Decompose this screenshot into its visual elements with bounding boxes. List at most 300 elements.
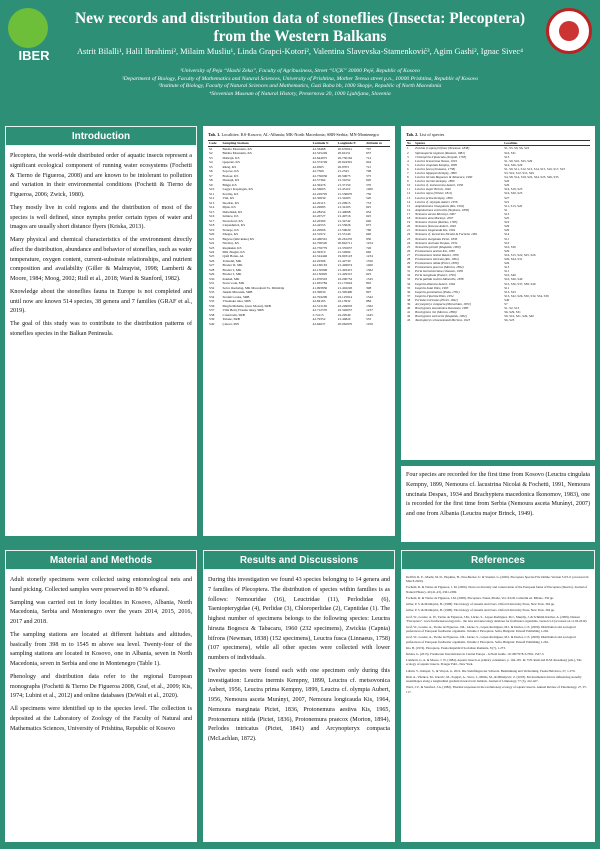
table-cell: S1 bbox=[209, 146, 213, 151]
table-cell: S29 bbox=[504, 248, 510, 253]
table-cell: S17 bbox=[209, 218, 215, 223]
table-cell: Skodrie, KS bbox=[222, 200, 240, 205]
table-cell: S18 bbox=[209, 223, 215, 228]
table-cell: Brodec I, MK bbox=[222, 267, 242, 272]
table-header-cell: Longitude E bbox=[337, 140, 365, 146]
table-cell: S16, S20, S25 bbox=[504, 191, 523, 196]
table-cell: Leuctra cf. olympia Aubert, 1956 bbox=[415, 199, 458, 204]
table-cell: S13 bbox=[504, 211, 510, 216]
table-cell: S37 bbox=[209, 308, 215, 313]
table-cell: 845 bbox=[366, 281, 372, 286]
table-cell: 42.756036 bbox=[312, 173, 328, 178]
table-cell: Tulane, SRB bbox=[222, 317, 240, 322]
table-cell: 944 bbox=[366, 160, 372, 165]
table-cell: 575 bbox=[366, 173, 372, 178]
results-continued-panel bbox=[401, 466, 595, 542]
table-cell: Istinice, KS bbox=[222, 214, 239, 219]
table-cell: S34 bbox=[209, 294, 215, 299]
table-cell: S21 bbox=[504, 199, 510, 204]
table-cell: 42.56605 bbox=[312, 187, 326, 192]
table-cell: 798 bbox=[366, 169, 372, 174]
table-cell: 42.524446 bbox=[312, 254, 328, 259]
table-cell: Nemoura flexuosa Aubert, 1949 bbox=[415, 224, 456, 229]
table-cell: S6 bbox=[209, 169, 213, 174]
table-cell: 1254 bbox=[366, 241, 373, 246]
table-cell: Nivdraj, KS bbox=[222, 241, 239, 246]
table-cell: 21.2343 bbox=[337, 169, 349, 174]
table-cell: Nemoura cinerea (Retzius, 1783) bbox=[415, 220, 458, 225]
table-cell: Isoperla grammatica (Poda, 1761) bbox=[415, 289, 460, 294]
table-cell: 24 bbox=[407, 240, 411, 245]
iber-logo-icon bbox=[8, 8, 48, 48]
table-cell: S14 bbox=[504, 232, 510, 237]
table-cell: Leuctra inermis Kempny, 1899 bbox=[415, 179, 455, 184]
table-cell: 42.57364 bbox=[312, 178, 326, 183]
table-cell: 640 bbox=[366, 249, 372, 254]
reference-item: Giller, P. S. & Malmqvist, B. (1998). The biology of streams and rivers. Oxford University Press, New York. 304 pp. bbox=[406, 602, 555, 607]
table-cell: 1350 bbox=[366, 258, 373, 263]
table-cell: 21.53140 bbox=[337, 232, 351, 237]
table-cell: 1545 bbox=[366, 276, 373, 281]
table-cell: 42.39319 bbox=[312, 249, 326, 254]
reference-item: Giller, P. S. & Malmqvist, B. (1998). The biology of streams and rivers. Oxford University Press, New York. 304 pp. bbox=[406, 608, 555, 613]
table-cell: S13, S23 bbox=[504, 289, 516, 294]
table-cell: Qeqeraë, KS bbox=[222, 160, 240, 165]
table-cell: S25 bbox=[504, 216, 510, 221]
table-cell: S19 bbox=[209, 227, 215, 232]
methods-paragraph: Phenology and distribution data refer to the regional European monographs (Fochetti & Tierno De Figueroa 2008, Graf, et al., 2009; Kis, 1974; Lubini et al., 2012) and online databases (DeWalt et al., 2020). bbox=[10, 673, 192, 700]
reference-item: Graf, W., Lorenz, A. W., Tierno de Figueroa, J.M., Lücke, S., López-Rodríguez, M.J., Murphy, J. & Schmidt-Kloiber, A. (2009). Dataset "Plecoptera". www.freshwaterecology.info - the taxa and autecology database for freshwater organisms, version 5.0 (accessed on 11.02.2019). bbox=[406, 614, 588, 623]
table-cell: Bingë, KS bbox=[222, 182, 237, 187]
table-cell: S36 bbox=[209, 303, 215, 308]
table-cell: 997 bbox=[366, 290, 372, 295]
table-cell: Stanoje, KS bbox=[222, 227, 239, 232]
reference-item: Lubini, V., Knispel, S., & Vinçon, G. 2012. Die Steinfliegen der Schweiz. Bestimmung und Verbreitung. Fauna Helvetica, 27, 1-270. bbox=[406, 668, 576, 673]
table-cell: 42.31972 bbox=[312, 232, 326, 237]
reference-item: Graf, W., Lorenz, A., Tierno de Figueroa, J.M., Lücke, S., López-Rodríguez, M.J. & Davies, C.E. (2009). Distribution and ecological preferences of European freshwater organisms. Volume 2 Plecoptera. Sofia, Bulgaria: Pensoft Publishing 1-262. bbox=[406, 635, 576, 644]
table-cell: 31 bbox=[407, 269, 411, 274]
table-cell: 42.460591 bbox=[312, 236, 328, 241]
table-cell: S11 bbox=[504, 285, 510, 290]
table-cell: 1250 bbox=[366, 321, 373, 326]
table-cell: Megfu Mehalle, (near Mosul), SRB bbox=[222, 303, 271, 308]
poster-header bbox=[0, 0, 600, 118]
table-cell: S40 bbox=[209, 321, 215, 326]
introduction-paragraph: Plecoptera, the world-wide distributed order of aquatic insects represent a significant ecological component of running water ecosystems (Fochetti & Tierno de Figueroa, 2008) and are known to be intolerant to pollution and variation in their environmental conditions (Fochetti & Tierno de Figueroa, 2006; Zwick, 1980). bbox=[10, 153, 192, 198]
table-header-cell: Altitude m bbox=[365, 140, 390, 146]
table-cell: S5 bbox=[209, 164, 213, 169]
table-cell: 1237 bbox=[366, 308, 373, 313]
table-cell: Beisha Mountain, KS bbox=[222, 146, 252, 151]
table-cell: S16, S26, S29 bbox=[504, 162, 523, 167]
table-cell: S13 bbox=[504, 265, 510, 270]
table-cell: 1234 bbox=[366, 254, 373, 259]
table-cell: 21.402226 bbox=[337, 285, 353, 290]
table-cell: 42.20906 bbox=[312, 227, 326, 232]
table-cell: S23 bbox=[209, 245, 215, 250]
table-cell: S15, S36, S37, S38, S40 bbox=[504, 281, 536, 286]
table-cell: Perlodes intricatus (Pictet, 1841) bbox=[415, 297, 458, 302]
table-cell: 20.50675 bbox=[337, 173, 351, 178]
table-cell: 20.842711 bbox=[337, 241, 353, 246]
table1-caption: Tab. 1. Localities: KS-Kosovo; AL-Albania; MK-North Macedonia; SRB-Serbia; MN-Montenegro bbox=[208, 132, 379, 137]
table-cell: 42.525249 bbox=[312, 151, 328, 156]
methods-panel bbox=[5, 570, 197, 842]
results-heading: Results and Discussions bbox=[203, 550, 395, 570]
table-cell: 22 bbox=[407, 232, 411, 237]
table-header-cell: Species bbox=[414, 140, 503, 146]
table-cell: S4, S8, S14, S19, S22, S24, S25, S26, S35 bbox=[504, 175, 559, 180]
table-cell: S38 bbox=[209, 312, 215, 317]
table-header-cell: Localities bbox=[503, 140, 590, 146]
methods-heading: Material and Methods bbox=[5, 550, 197, 570]
introduction-paragraph: The goal of this study was to contribute to the distribution patterns of stoneflies species in the Balkan Peninsula. bbox=[10, 321, 192, 337]
table-cell: S11 bbox=[504, 269, 510, 274]
table-cell: 1 bbox=[407, 146, 409, 151]
table-cell: S16, S15, S22, S25, S26 bbox=[504, 252, 536, 257]
table-cell: 1400 bbox=[366, 263, 373, 268]
table-cell: Chloroperla tripunctata (Scopoli, 1763) bbox=[415, 154, 467, 159]
table-cell: S6, S23 bbox=[504, 318, 515, 323]
table-cell: S7 bbox=[209, 173, 213, 178]
table-cell: 21.49716 bbox=[337, 214, 351, 219]
methods-paragraph: Sampling was carried out in forty localities in Kosovo, Albania, North Macedonia, Serbia and Montenegro over the years 2014, 2015, 2016, 2017 and 2018. bbox=[10, 599, 192, 625]
table-cell: S1, S9, S10, S25, S29 bbox=[504, 158, 533, 163]
poster-authors: Astrit Bilalli¹, Halil Ibrahimi², Milaim Musliu¹, Linda Grapci-Kotori², Valentina Slavevska-Stamenković³, Agim Gashi², Ignac Sivec⁴ bbox=[76, 47, 524, 56]
reference-item: Fochetti, R. & Tierno de Figueroa, J.M. (2008). Plecoptera. Fauna d'Italia, Vol. XLIII. Calderini ed. Milano. 350 pp. bbox=[406, 595, 554, 600]
table-cell: S6, S29, S31 bbox=[504, 310, 521, 315]
table-cell: 42.229795 bbox=[312, 191, 328, 196]
table-cell: 637 bbox=[366, 151, 372, 156]
introduction-heading: Introduction bbox=[5, 126, 197, 146]
table-cell: 20.261235 bbox=[337, 236, 353, 241]
table-cell: 42.712570 bbox=[312, 308, 328, 313]
table-cell: Leuctra prima Kempny, 1899 bbox=[415, 195, 453, 200]
table-cell: 7 bbox=[407, 171, 409, 176]
table-cell: 42.7569 bbox=[312, 169, 324, 174]
table-cell: 14 bbox=[407, 199, 411, 204]
table-cell: 721 bbox=[366, 164, 372, 169]
methods-paragraph: All specimens were identified up to the species level. The collection is deposited at the Laboratory of Zoology of the Faculty of Natural and Mathematics Sciences, University of Prishtina, Republic of Kosovo bbox=[10, 706, 192, 732]
table-cell: Leuctra fusca (Linnaeus, 1758) bbox=[415, 166, 456, 171]
table-cell: Brachyptera seticornis (Klapálek, 1902) bbox=[415, 314, 467, 319]
table-cell: Rëzaj, KS bbox=[222, 164, 237, 169]
table-cell: 726 bbox=[366, 245, 372, 250]
table-cell: 41.993836 bbox=[312, 285, 328, 290]
table-cell: 42.20360 bbox=[312, 218, 326, 223]
table-cell: 42.42553 bbox=[312, 223, 326, 228]
table-cell: Jankin Mucanin, SRB bbox=[222, 290, 253, 295]
table-cell: S3, S10, S12, S15, S29 bbox=[504, 171, 534, 176]
table-cell: S16, S31 bbox=[504, 150, 516, 155]
table-cell: Perla marginata (Panzer, 1799) bbox=[415, 273, 456, 278]
table-cell: Protonemura aestiva Kis, 1965 bbox=[415, 248, 455, 253]
table-cell: 17 bbox=[407, 211, 411, 216]
poster-affiliations bbox=[55, 68, 545, 98]
table-cell: Perla burmeisteriana Claassen, 1936 bbox=[415, 269, 463, 274]
table-header-cell: Sampling Stations bbox=[222, 140, 312, 146]
table-cell: S11 bbox=[504, 236, 510, 241]
table-cell: 20.64151 bbox=[337, 151, 351, 156]
table-cell: 2.74115 bbox=[312, 312, 324, 317]
table-cell: 952 bbox=[366, 209, 372, 214]
table-cell: Crnasvada, SRB bbox=[222, 312, 245, 317]
table-cell: 21.54994 bbox=[337, 249, 351, 254]
table-cell: Beisha Mountain, KS bbox=[222, 151, 252, 156]
table-cell: S26 bbox=[504, 228, 510, 233]
table-cell: 6 bbox=[407, 166, 409, 171]
table-cell: Nemurella pictetii (Klapálek, 1900) bbox=[415, 244, 461, 249]
table-cell: 4 bbox=[407, 158, 409, 163]
table-cell: 38 bbox=[407, 297, 411, 302]
table2-panel bbox=[401, 126, 595, 460]
table-cell: S16, S19, S25 bbox=[504, 187, 523, 192]
table-cell: S7 bbox=[504, 302, 508, 307]
table-cell: S20, S24, S31 bbox=[504, 256, 523, 261]
results-panel bbox=[203, 570, 395, 842]
results-paragraph: Four species are recorded for the first time from Kosovo (Leuctra cingulata Kempny, 1899, Nemoura cf. lacustrina Nicolai & Fochetti, 1991, Nemoura uncinata Despax, 1934 and Brachyptera macedonica Ikonomov, 1983), one is recorded for the first time from Serbia (Nemoura asceta Murányi, 2007) and one from Albania (Leuctra major Brinck, 1949). bbox=[406, 472, 590, 517]
table-cell: 26 bbox=[407, 248, 411, 253]
table-cell: 39 bbox=[407, 302, 411, 307]
introduction-paragraph: Many physical and chemical characteristics of the environment directly affect the distribution, abundance and behavior of stoneflies, such as water temperature, oxygen content, current-substrate relationships, and nutrient composition and availability (Giller & Malmqvist, 1998; Lamberti & Moore, 1984; Moog, 2002; Ridl et al., 2018; Ward & Stanford, 1982). bbox=[10, 237, 192, 282]
results-paragraph: During this investigation we found 43 species belonging to 14 genera and 7 families of Plecoptera. The distribution of species within families is as follows: Nemouridae (16), Leuctridae (11), Perlodidae (6), Taeniopterygidae (4), Perlidae (3), Chloroperlidae (2), Capniidae (1). The highest number of specimens belongs to the following species: Leuctra hirsuta Bogescu & Tabacaru, 1960 (232 specimens), Zwickia (Capnia) bifrons (Newman, 1838) (152 specimens), Leuctra fusca (Linnaeus, 1758) (107 specimens), while all other species were collected with lower numbers of individuals. bbox=[208, 577, 390, 661]
table-cell: Nemoura cf. lacustrina Nicolai & Fochetti, 1991 bbox=[415, 232, 478, 237]
university-seal-icon bbox=[546, 8, 592, 54]
table-cell: 42 bbox=[407, 314, 411, 319]
table-cell: Amphinemura sulcicollis (Stephens, 1836) bbox=[415, 207, 470, 212]
table-cell: 35 bbox=[407, 285, 411, 290]
table-cell: 1342 bbox=[366, 294, 373, 299]
table1 bbox=[208, 140, 390, 327]
table-cell: 21.40098 bbox=[337, 209, 351, 214]
table-cell: S27 bbox=[504, 195, 510, 200]
table-cell: S10 bbox=[209, 187, 215, 192]
table-cell: 21.37150 bbox=[337, 182, 351, 187]
table-cell: 22.29549 bbox=[337, 312, 351, 317]
table-cell: 42.84165 bbox=[312, 299, 326, 304]
table-cell: 42.20396 bbox=[312, 258, 326, 263]
table-cell: 640 bbox=[366, 218, 372, 223]
table-cell: S32 bbox=[209, 285, 215, 290]
table-cell: 640 bbox=[366, 232, 372, 237]
table-cell: 42.794299 bbox=[312, 294, 328, 299]
table-cell: 36 bbox=[407, 289, 411, 294]
table-cell: S15 bbox=[209, 209, 215, 214]
table-cell: 20.676041 bbox=[337, 146, 353, 151]
table-cell: 620 bbox=[366, 178, 372, 183]
table-cell: S3 bbox=[209, 155, 213, 160]
affiliation: ¹University of Peja “Haxhi Zeka”, Faculty of Agribusiness, Street “UÇK” 30000 Pejë, Republic of Kosovo bbox=[180, 68, 420, 74]
table-cell: 42.706520 bbox=[312, 241, 328, 246]
table-cell: 28 bbox=[407, 256, 411, 261]
table-cell: 21.20915 bbox=[337, 200, 351, 205]
table-cell: S8 bbox=[209, 178, 213, 183]
introduction-paragraph: Knowledge about the stoneflies fauna in Europe is not completed and until now are known 514 species, 38 genera and 7 families (GRAF et al., 2019). bbox=[10, 288, 192, 315]
table-cell: Zhegre, KS bbox=[222, 232, 239, 237]
table2-caption: Tab. 2. List of species bbox=[406, 132, 445, 137]
table-cell: Arcynopteryx compacta (McLachlan, 1872) bbox=[415, 302, 471, 307]
table-cell: 21 bbox=[407, 228, 411, 233]
table-cell: Sopove, KS bbox=[222, 169, 239, 174]
table-cell: S31 bbox=[209, 281, 215, 286]
reference-item: Graf, W., Lorenz, A., Tierno de Figueroa, J.M., Lücke, S., López-Rodríguez, M.J. & Davies, C.E. (2009). Distribution and ecological preferences of European freshwater organisms. Volume 2 Plecoptera. Sofia, Bulgaria: Pensoft Publishing 1-262. bbox=[406, 624, 576, 634]
table-cell: 22.200752 bbox=[337, 276, 353, 281]
table-cell: Nemoura ania Murányi, 2007 bbox=[415, 216, 454, 221]
introduction-panel bbox=[5, 146, 197, 536]
table-cell: 10 bbox=[407, 183, 411, 188]
table-cell: 21.335037 bbox=[337, 245, 353, 250]
table-cell: 730 bbox=[366, 191, 372, 196]
table-cell: 21.59029 bbox=[337, 227, 351, 232]
table-cell: Villa Betí (Vlasina lake), SRB bbox=[222, 308, 264, 313]
table-cell: 22.125914 bbox=[337, 294, 353, 299]
table-cell: S12 bbox=[209, 196, 215, 201]
table-cell: Protonemura nitida (Pictet, 1836) bbox=[415, 261, 459, 266]
table-cell: 42.644975 bbox=[312, 155, 328, 160]
table-cell: 21.172624 bbox=[337, 281, 353, 286]
table-cell: S13 bbox=[209, 200, 215, 205]
table-cell: 753 bbox=[366, 200, 372, 205]
table-cell: 2 bbox=[407, 150, 409, 155]
table-cell: Protonemura praecox (Morton, 1894) bbox=[415, 265, 464, 270]
table-cell: 22.249003 bbox=[337, 303, 353, 308]
table-cell: 12 bbox=[407, 191, 411, 196]
table-cell: Siphonoperla neglecta (Rostock, 1881) bbox=[415, 150, 465, 155]
table-cell: Nemoura longicauda Kis, 1964 bbox=[415, 228, 456, 233]
table-cell: 8 bbox=[407, 175, 409, 180]
table-cell: Mlit Zhegër, KS bbox=[222, 249, 245, 254]
table-cell: Sredetvo reke, SRB bbox=[222, 294, 250, 299]
table-cell: Nemoura asceta Murányi, 2007 bbox=[415, 211, 456, 216]
affiliation: ³Institute of Biology, Faculty of Natural Sciences and Mathematics, Gazi Baba bb, 1000 Skopje, Republic of North Macedonia bbox=[158, 83, 442, 90]
references-panel bbox=[401, 570, 595, 842]
table-cell: 42.150096 bbox=[312, 267, 328, 272]
table-cell: 19 bbox=[407, 220, 411, 225]
table-cell: 3 bbox=[407, 154, 409, 159]
table-cell: 22.13932 bbox=[337, 299, 351, 304]
table-cell: Selca Osebabej, MK Macedonii Sv. Dimitrija bbox=[222, 285, 285, 290]
table-cell: S1 bbox=[504, 207, 508, 212]
table-cell: S39 bbox=[209, 317, 215, 322]
table-cell: 42.30639 bbox=[312, 196, 326, 201]
table-cell: 570 bbox=[366, 182, 372, 187]
table-cell: 42.160163 bbox=[312, 263, 328, 268]
reference-item: Fochetti, R. & Tierno de Figueroa, J. M. (2006). Notes on diversity and conservation of the European fauna of Plecoptera (Insecta). Journal of Natural History, 40 (41-43), 2361-2369. bbox=[406, 585, 588, 594]
table-cell: S13 bbox=[504, 154, 510, 159]
table-cell: Qafë Bonte, AL bbox=[222, 254, 245, 259]
table-cell: 42.20727 bbox=[312, 214, 326, 219]
table-cell: 42.574749 bbox=[312, 160, 328, 165]
table-cell: 21.493415 bbox=[337, 267, 353, 272]
table-cell: 625 bbox=[366, 214, 372, 219]
table-cell: Sretu voda, MK bbox=[222, 281, 245, 286]
table-cell: Leuctra major Brinck, 1949 bbox=[415, 187, 451, 192]
table-cell: 27 bbox=[407, 252, 411, 257]
table-cell: 707 bbox=[366, 146, 372, 151]
table-cell: 40 bbox=[407, 306, 411, 311]
table-cell: Leuctra hippopus Kempny, 1899 bbox=[415, 171, 457, 176]
table-cell: Çakorr, MN bbox=[222, 321, 239, 326]
table-cell: Protonemura intricata (Ris, 1902) bbox=[415, 256, 459, 261]
table-cell: 21.449974 bbox=[337, 263, 353, 268]
table-cell: S20 bbox=[504, 179, 510, 184]
table-cell: S26 bbox=[209, 258, 215, 263]
table-cell: 1362 bbox=[366, 267, 373, 272]
table-cell: Isoperla bulai Illies, 1963 bbox=[415, 285, 449, 290]
table-cell: 20.730162 bbox=[337, 155, 353, 160]
table-cell: 42.513165 bbox=[312, 303, 328, 308]
table-cell: 9 bbox=[407, 179, 409, 184]
reference-item: DeWalt, R. E., Maehr, M. D., Hopkins, H., Neu-Becker, U. & Stueber, G. (2020). Plecoptera Species File Online. Version 5.0/5.0. [accessed 24 March 2020]. bbox=[406, 575, 589, 584]
table-cell: 21.395490 bbox=[337, 290, 353, 295]
table-cell: S26 bbox=[504, 183, 510, 188]
table-cell: S33 bbox=[209, 290, 215, 295]
table-cell: S26 bbox=[504, 261, 510, 266]
table-cell: Lugje i Kapilogës, KS bbox=[222, 187, 253, 192]
table-cell: Kankel, MK bbox=[222, 276, 240, 281]
table-cell: 42.39476 bbox=[312, 182, 326, 187]
table-cell: S29 bbox=[504, 224, 510, 229]
table-cell: 625 bbox=[366, 205, 372, 210]
table-cell: 33 bbox=[407, 277, 411, 282]
table-cell: 41.935784 bbox=[312, 281, 328, 286]
table-cell: Strezofecë, KS bbox=[222, 218, 243, 223]
table-cell: S40 bbox=[504, 297, 510, 302]
table-cell: S28 bbox=[209, 267, 215, 272]
table-cell: 22.326057 bbox=[337, 308, 353, 313]
table-cell: Brachyptera macedonica Ikonomov, 1983 bbox=[415, 306, 469, 311]
table-cell: 21.31052 bbox=[337, 178, 351, 183]
table-cell: 21.536670 bbox=[337, 191, 353, 196]
table-cell: Protonemura hrabei Raušer, 1956 bbox=[415, 252, 459, 257]
table-cell: Leuctra cf. metsovonica Aubert, 1956 bbox=[415, 183, 464, 188]
table-cell: 42.29983 bbox=[312, 205, 326, 210]
table-cell: S10 bbox=[504, 240, 510, 245]
table-cell: S19 bbox=[504, 220, 510, 225]
table-cell: Amphinemura triangularis (Ris, 1902) bbox=[415, 203, 465, 208]
table-cell: Perla pallida Guérin-Méneville, 1838 bbox=[415, 277, 464, 282]
table-row bbox=[406, 318, 590, 322]
references-heading: References bbox=[401, 550, 595, 570]
table-cell: 42.56468 bbox=[312, 146, 326, 151]
table-cell: 42.64637 bbox=[312, 321, 326, 326]
methods-paragraph: Adult stonefly specimens were collected using entomological nets and hand picking. Collected samples were preserved in 80 % ethanol. bbox=[10, 577, 192, 593]
table-cell: Reqikukë, KS bbox=[222, 245, 242, 250]
table-cell: 16 bbox=[407, 207, 411, 212]
table-cell: Taeniopteryx schoenemundi Mertens, 1923 bbox=[415, 318, 470, 323]
table-cell: 20.062970 bbox=[337, 321, 353, 326]
table2 bbox=[406, 140, 590, 323]
table-cell: Isoperla albanica Aubert, 1964 bbox=[415, 281, 456, 286]
table-cell: S35 bbox=[209, 299, 215, 304]
table-cell: S9, S10, S21, S26, S40 bbox=[504, 314, 534, 319]
table-row bbox=[208, 322, 390, 326]
table-cell: Leuctra hirsuta Bogoescu & Tabacaru, 1960 bbox=[415, 175, 473, 180]
table-cell: S1, S9, S11, S12, S13, S14, S15, S16, S17, S23 bbox=[504, 166, 565, 171]
table-cell: Vitë, KS bbox=[222, 196, 235, 201]
table-cell: 42.759779 bbox=[312, 245, 328, 250]
table-cell: 21.34742 bbox=[337, 218, 351, 223]
table-cell: Brodec II, MK bbox=[222, 263, 243, 268]
table-header-cell: Latitude N bbox=[312, 140, 337, 146]
table-cell: Debellakë, KS bbox=[222, 209, 243, 214]
iber-logo-text: IBER bbox=[18, 48, 50, 63]
table-cell: 25 bbox=[407, 244, 411, 249]
table-cell: 5 bbox=[407, 162, 409, 167]
table-cell: 42.20113 bbox=[312, 200, 326, 205]
table-cell: 1445 bbox=[366, 312, 373, 317]
table-cell: Bodoer, KS bbox=[222, 173, 239, 178]
